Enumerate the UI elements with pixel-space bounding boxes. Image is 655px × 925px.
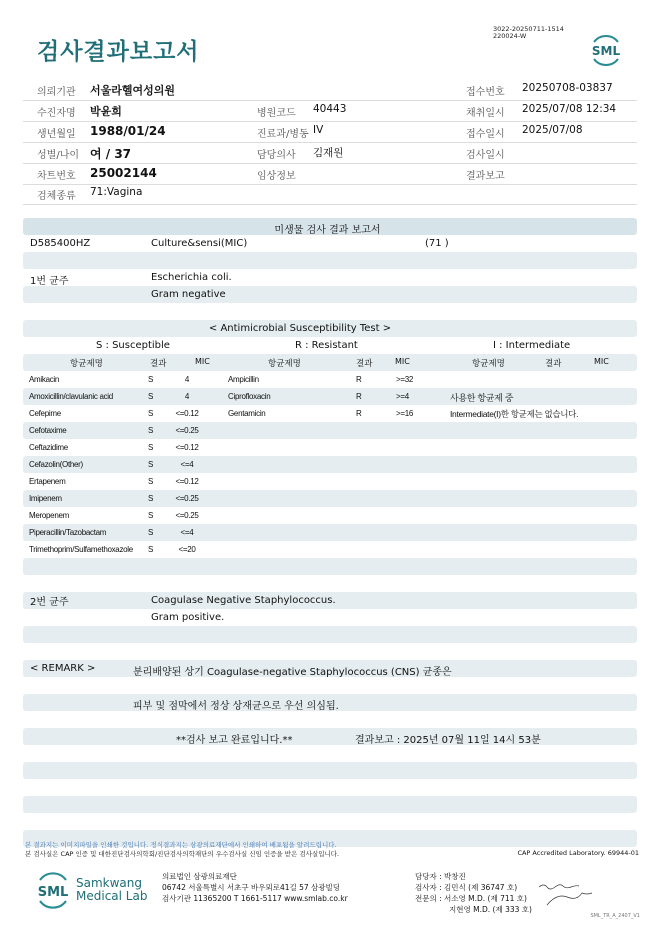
- signature-icon: [537, 879, 607, 909]
- stripe-row: [23, 558, 637, 575]
- antibiotic-mic: <=20: [178, 545, 196, 554]
- intermediate-note2: Intermediate(I)한 항균제는 없습니다.: [450, 409, 579, 419]
- doc-id-line2: 220024-W: [493, 32, 527, 40]
- legend-intermediate: I : Intermediate: [493, 340, 571, 351]
- info-label: 생년월일: [37, 129, 76, 140]
- antibiotic-name: Ciprofloxacin: [228, 392, 271, 401]
- staff-specialist2: 지현영 M.D. (제 333 호): [449, 905, 532, 914]
- antibiotic-mic: <=0.25: [175, 426, 199, 435]
- staff-block: [415, 871, 532, 915]
- stripe-row: [23, 728, 637, 745]
- sml-footer-logo-icon: [35, 870, 71, 910]
- antibiotic-name: Ertapenem: [29, 477, 66, 486]
- antibiotic-name: Amoxicillin/clavulanic acid: [29, 392, 113, 401]
- stripe-row: [23, 490, 637, 507]
- header-antibiotic: 항균제명: [268, 359, 301, 369]
- antibiotic-name: Cefotaxime: [29, 426, 67, 435]
- antibiotic-name: Amikacin: [29, 375, 60, 384]
- info-label: 채취일시: [466, 108, 505, 119]
- legend-susceptible: S : Susceptible: [96, 340, 170, 351]
- contact: 검사기관 11365200 T 1661-5117 www.smlab.co.kr: [162, 894, 348, 903]
- header-antibiotic: 항균제명: [472, 359, 505, 369]
- lab-name-line2: Medical Lab: [76, 889, 148, 903]
- row-divider: [23, 184, 637, 185]
- legend-resistant: R : Resistant: [295, 340, 358, 351]
- strain2-organism: Coagulase Negative Staphylococcus.: [151, 595, 336, 606]
- report-complete: **검사 보고 완료입니다.**: [176, 735, 293, 746]
- antibiotic-name: Cefepime: [29, 409, 61, 418]
- report-time: 결과보고 : 2025년 07월 11일 14시 53분: [355, 735, 541, 746]
- info-label: 검사일시: [466, 150, 505, 161]
- header-mic: MIC: [395, 357, 410, 366]
- row-divider: [23, 204, 637, 205]
- stripe-row: [23, 422, 637, 439]
- antibiotic-result: S: [148, 409, 154, 418]
- antibiotic-result: R: [356, 392, 362, 401]
- staff-manager: 담당자 : 박창진: [415, 872, 466, 881]
- test-name: Culture&sensi(MIC): [151, 238, 248, 249]
- svg-text:SML: SML: [591, 44, 621, 58]
- info-value: 71:Vagina: [90, 186, 143, 198]
- antibiotic-mic: >=32: [396, 375, 414, 384]
- antibiotic-mic: <=4: [180, 460, 194, 469]
- stripe-row: [23, 286, 637, 303]
- antibiotic-result: S: [148, 477, 154, 486]
- report-title: 검사결과보고서: [37, 39, 200, 65]
- staff-tester: 검사자 : 김민식 (제 36747 호): [415, 883, 518, 892]
- stripe-row: [23, 626, 637, 643]
- remark-line1: 분리배양된 상기 Coagulase-negative Staphylococcus (CNS) 균종은: [133, 667, 452, 678]
- info-value: 2025/07/08: [522, 124, 583, 136]
- intermediate-note1: 사용한 항균제 중: [450, 393, 514, 403]
- info-value: 박윤희: [90, 105, 122, 118]
- ast-title: < Antimicrobial Susceptibility Test >: [208, 323, 392, 334]
- info-label: 성별/나이: [37, 150, 80, 161]
- antibiotic-name: Meropenem: [29, 511, 69, 520]
- row-divider: [23, 142, 637, 143]
- info-value: 김재원: [313, 147, 344, 159]
- antibiotic-name: Gentamicin: [228, 409, 266, 418]
- header-antibiotic: 항균제명: [70, 359, 103, 369]
- strain1-label: 1번 균주: [30, 276, 69, 287]
- antibiotic-result: S: [148, 511, 154, 520]
- org-name: 의료법인 삼광의료재단: [162, 872, 237, 881]
- antibiotic-mic: <=0.25: [175, 511, 199, 520]
- accreditation-notice: 본 검사실은 CAP 인증 및 대한진단검사의학회/진단검사의학재단의 우수검사실 신임 인증을 받은 검사실입니다.: [25, 850, 340, 858]
- section-title: 미생물 검사 결과 보고서: [274, 225, 381, 236]
- lab-name-line1: Samkwang: [76, 876, 142, 890]
- info-label: 접수번호: [466, 87, 505, 98]
- info-value: 서울라헬여성의원: [90, 84, 176, 97]
- antibiotic-mic: 4: [184, 392, 190, 401]
- antibiotic-result: R: [356, 409, 362, 418]
- stripe-row: [23, 524, 637, 541]
- info-label: 차트번호: [37, 171, 76, 182]
- svg-text:SML: SML: [37, 885, 69, 900]
- sml-logo-icon: [588, 34, 624, 66]
- antibiotic-result: S: [148, 426, 154, 435]
- antibiotic-mic: <=4: [180, 528, 194, 537]
- stripe-row: [23, 762, 637, 779]
- image-notice: 본 결과지는 이미지파일을 인쇄한 것입니다. 정식결과지는 삼광의료재단에서 인쇄하여 배포됨을 알려드립니다.: [25, 841, 337, 849]
- lab-address-block: [162, 871, 348, 904]
- info-label: 접수일시: [466, 129, 505, 140]
- remark-label: < REMARK >: [30, 663, 96, 674]
- doc-id-line1: 3022-20250711-1514: [493, 25, 564, 33]
- info-label: 검체종류: [37, 191, 76, 202]
- antibiotic-mic: <=0.12: [175, 443, 199, 452]
- test-code: D585400HZ: [30, 238, 91, 249]
- strain1-organism: Escherichia coli.: [151, 272, 232, 283]
- antibiotic-name: Ampicillin: [228, 375, 259, 384]
- antibiotic-name: Ceftazidime: [29, 443, 68, 452]
- info-value: 40443: [313, 103, 347, 115]
- antibiotic-mic: <=0.25: [175, 494, 199, 503]
- antibiotic-name: Piperacillin/Tazobactam: [29, 528, 107, 537]
- antibiotic-result: S: [148, 528, 154, 537]
- info-label: 임상정보: [257, 171, 296, 182]
- header-mic: MIC: [195, 357, 210, 366]
- info-label: 의뢰기관: [37, 87, 76, 98]
- stripe-row: [23, 456, 637, 473]
- antibiotic-mic: <=0.12: [175, 477, 199, 486]
- antibiotic-result: S: [148, 443, 154, 452]
- antibiotic-result: S: [148, 494, 154, 503]
- antibiotic-mic: 4: [184, 375, 190, 384]
- cap-number: CAP Accredited Laboratory. 69944-01: [517, 849, 639, 857]
- document-id: [493, 26, 564, 40]
- antibiotic-result: S: [148, 460, 154, 469]
- stripe-row: [23, 388, 637, 405]
- strain2-label: 2번 균주: [30, 597, 69, 608]
- info-value: IV: [313, 124, 324, 136]
- antibiotic-result: S: [148, 392, 154, 401]
- stripe-row: [23, 252, 637, 269]
- staff-specialist1: 전문의 : 서소영 M.D. (제 711 호): [415, 894, 527, 903]
- address: 06742 서울특별시 서초구 바우뫼로41길 57 삼광빌딩: [162, 883, 341, 892]
- antibiotic-name: Trimethoprim/Sulfamethoxazole: [29, 545, 133, 554]
- header-result: 결과: [545, 359, 562, 369]
- info-value: 1988/01/24: [90, 124, 166, 138]
- strain1-gram: Gram negative: [151, 289, 226, 300]
- info-value: 여 / 37: [90, 147, 132, 161]
- info-label: 진료과/병동: [257, 129, 309, 140]
- footer-lab-name: [76, 877, 147, 903]
- header-mic: MIC: [594, 357, 609, 366]
- info-value: 25002144: [90, 166, 157, 180]
- form-code: SML_TR_A_2407_V1: [590, 913, 640, 919]
- info-value: 2025/07/08 12:34: [522, 103, 617, 115]
- header-result: 결과: [150, 359, 167, 369]
- header-result: 결과: [356, 359, 373, 369]
- info-value: 20250708-03837: [522, 82, 613, 94]
- remark-line2: 피부 및 점막에서 정상 상재균으로 우선 의심됨.: [133, 701, 339, 712]
- info-label: 병원코드: [257, 108, 296, 119]
- stripe-row: [23, 796, 637, 813]
- antibiotic-result: S: [148, 375, 154, 384]
- test-number: (71 ): [425, 238, 449, 249]
- antibiotic-mic: <=0.12: [175, 409, 199, 418]
- antibiotic-name: Imipenem: [29, 494, 62, 503]
- antibiotic-mic: >=4: [396, 392, 409, 401]
- row-divider: [23, 163, 637, 164]
- antibiotic-result: R: [356, 375, 362, 384]
- info-label: 담당의사: [257, 150, 296, 161]
- row-divider: [23, 121, 637, 122]
- antibiotic-result: S: [148, 545, 154, 554]
- antibiotic-mic: >=16: [396, 409, 414, 418]
- antibiotic-name: Cefazolin(Other): [29, 460, 83, 469]
- strain2-gram: Gram positive.: [151, 612, 225, 623]
- row-divider: [23, 100, 637, 101]
- info-label: 수진자명: [37, 108, 76, 119]
- info-label: 결과보고: [466, 171, 505, 182]
